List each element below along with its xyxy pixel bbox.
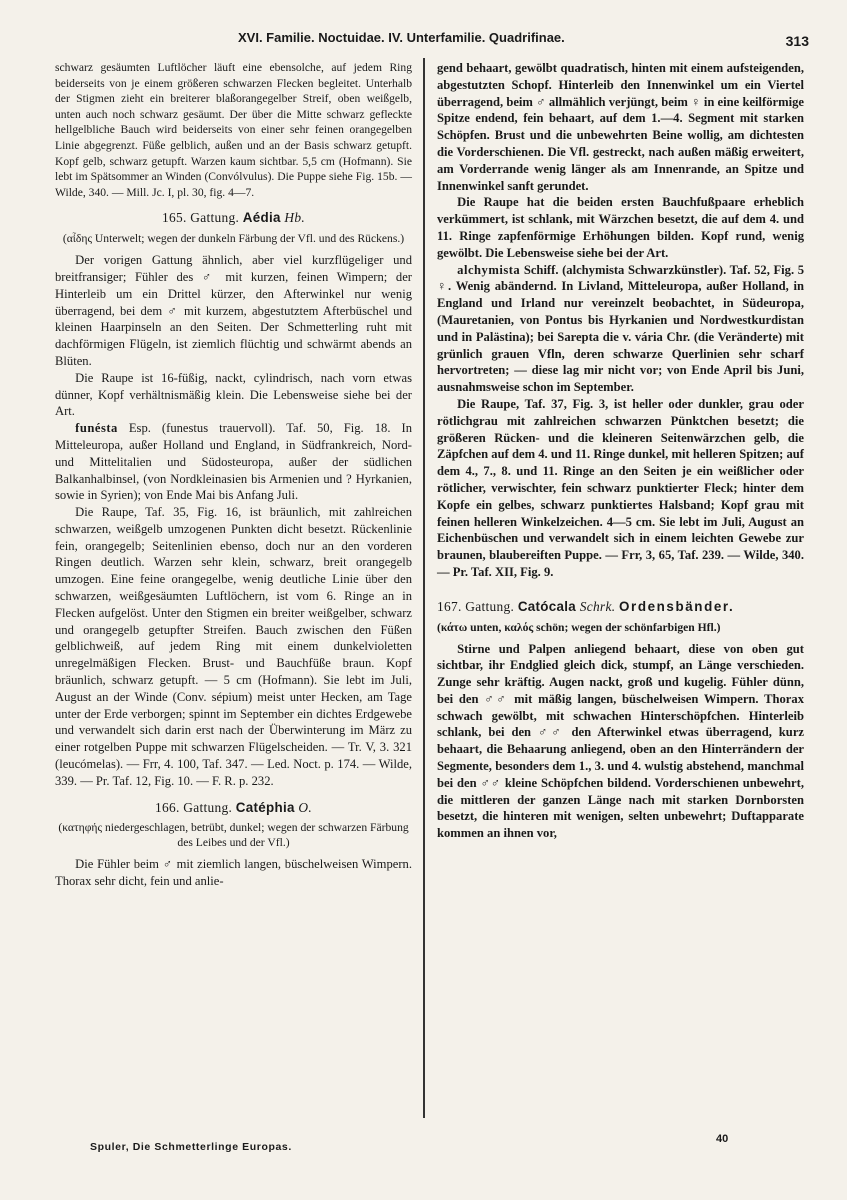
genus-common-name: Ordensbänder. [619, 598, 735, 614]
running-head: XVI. Familie. Noctuidae. IV. Unterfamilie. Quadrifinae. [238, 30, 565, 45]
genus-name: Catócala [517, 598, 577, 614]
left-column [55, 60, 412, 890]
genus-heading-166 [55, 800, 412, 817]
signature-mark: 40 [716, 1133, 729, 1145]
genus-author: Schrk. [579, 598, 616, 614]
genus-heading-165 [55, 210, 412, 227]
paragraph: Die Raupe, Taf. 35, Fig. 16, ist bräunlich, mit zahlreichen schwarzen, weißgelb umzogenen Punkten dicht besetzt. Rückenlinie fein, orangegelb; Seitenlinien ebenso, doch nur an den vorderen Ringen deutlich. Warzen sehr klein, schwarz, breit orangegelb umzogen. Eine feine orangegelbe, wenig deutliche Linie über den schwarzen, weißgesäumten Luftlöchern, ist vom 6. Ringe an in Flecken aufgelöst. Unter den Stigmen ein breiter weißgelber, schwarz und orangegelb getupfter Streifen. Bauch zwischen den Füßen gelblichweiß, auf jedem Ring mit einem dunkelvioletten unregelmäßigen Flecken. Brust- und Bauchfüße braun. Kopf bräunlich, schwarz getupft. — 5 cm (Hofmann). Sie lebt im Juli, August an der Winde (Conv. sépium) meist unter Hecken, am Tage unter der Erde verborgen; spinnt im September ein dichtes Erdgewebe und verwandelt sich darin erst nach der Überwinterung im März zu einer rotgelben Puppe mit schwarzen Flügelscheiden. — Tr. V, 3. 321 (leucómelas). — Frr, 4. 100, Taf. 347. — Led. Noct. p. 174. — Wilde, 339. — Pr. Taf. 12, Fig. 10. — F. R. p. 232. [55, 505, 412, 788]
paragraph: Die Raupe hat die beiden ersten Bauchfußpaare erheblich verkümmert, ist schlank, mit Wärzchen besetzt, die auf dem 4. und 11. Ringe zapfenförmige Erhöhungen bilden. Kopf rund, wenig gewölbt. Die Lebensweise siehe bei der Art. [437, 195, 804, 260]
page-header [0, 30, 847, 50]
genus-etymology: (αἶδης Unterwelt; wegen der dunkeln Färbung der Vfl. und des Rückens.) [62, 232, 405, 246]
genus-author: Hb. [284, 210, 306, 226]
genus-number: 167. Gattung. [437, 598, 515, 614]
paragraph: Der vorigen Gattung ähnlich, aber viel kurzflügeliger und breitfransiger; Fühler des ♂ mit kurzen, feinen Wimpern; der Hinterleib um ein Drittel kürzer, den Afterwinkel nur wenig überragend, bei dem ♂ mit kurzem, abgestutztem Afterbüschel und kleinen Haarpinseln an den Seiten. Der Schmetterling ruht mit dachförmigen Flügeln, ist ziemlich flüchtig und schwärmt abends an Blüten. [55, 253, 412, 368]
genus-heading-167 [437, 599, 804, 616]
genus-number: 165. Gattung. [161, 210, 240, 226]
species-text: Schiff. (alchymista Schwarzkünstler). Taf. 52, Fig. 5 ♀. Wenig abändernd. In Livland, Mitteleuropa, außer Holland, in England und Irland nur vereinzelt beobachtet, in Südeuropa, (Mauretanien, von Pontus bis Hyrkanien und Nordwestkurdistan und in Palästina); bei Sarepta die v. vária Chr. (die Veränderte) mit grünlich grauen Vfln, deren schwarze Querlinien sehr scharf hervortreten; — diese lag mir nicht vor; von Ende April bis Juni, ausnahmsweise schon im September. [437, 262, 804, 395]
species-text: Esp. (funestus trauervoll). Taf. 50, Fig. 18. In Mitteleuropa, außer Holland und England, in Südfrankreich, Nord- und Mittelitalien und Südosteuropa, außer der südlichen Balkanhalbinsel, (von Nordkleinasien bis Armenien und ? Hyrkanien, sowie in Syrien); von Ende Mai bis Anfang Juli. [55, 421, 412, 503]
species-name: funésta [75, 421, 118, 436]
species-entry-alchymista [437, 262, 804, 396]
genus-name: Catéphia [235, 799, 295, 815]
paragraph: Stirne und Palpen anliegend behaart, diese von oben gut sichtbar, ihr Endglied gleich dick, stumpf, an Länge verschieden. Zunge sehr kräftig. Augen nackt, groß und kugelig. Fühler dünn, bei den ♂♂ mit mäßig langen, büschelweisen Wimpern. Thorax schwach gewölbt, mit schwachen Hinterschöpfchen. Hinterleib schlank, bei den ♂♂ den Afterwinkel etwas überragend, kurz behaart, die Behaarung anliegend, oben an den Hinterrändern der Segmente, besonders dem 1., 3. und 4. wulstig abstehend, manchmal bei den ♂♂ kleine Schöpfchen bildend. Vorderschienen unbewehrt, die mittleren der ganzen Länge nach mit starken Dornborsten besetzt, die hinteren mit wenigen, selten unbewehrt; Duftapparate kommen an ihnen vor, [437, 641, 804, 841]
paragraph: gend behaart, gewölbt quadratisch, hinten mit einem aufsteigenden, abgestutzten Schopf. Hinterleib den Innenwinkel um ein Viertel überragend, beim ♂ allmählich verjüngt, beim ♀ in eine keilförmige Spitze endend, fein behaart, auf dem 1.—4. Segment mit starken Schöpfen. Brust und die unbewehrten Beine wollig, am dichtesten die Vorderschienen. Die Vfl. gestreckt, nach außen mäßig erweitert, am Vorderrande wenig länger als am Innenrande, an Spitze und Innenwinkel sanft gerundet. [437, 61, 804, 193]
column-divider [423, 58, 425, 1118]
page-footer: Spuler, Die Schmetterlinge Europas. [90, 1141, 292, 1153]
species-entry-funesta [55, 420, 412, 504]
genus-etymology: (κάτω unten, καλός schön; wegen der schönfarbigen Hfl.) [437, 620, 721, 634]
genus-etymology: (κατηφής niedergeschlagen, betrübt, dunkel; wegen der schwarzen Färbung des Leibes und der Vfl.) [58, 821, 409, 850]
paragraph: Die Raupe, Taf. 37, Fig. 3, ist heller oder dunkler, grau oder rötlichgrau mit zahlreichen schwarzen Pünktchen besetzt; die größeren Rücken- und die kleineren Seitenwärzchen gelb, die Zäpfchen auf dem 4. und 11. Ringe dunkel, mit helleren Spitzen; auf dem 4., 7., 8. und 11. Ringe an den Seiten je ein weißlicher oder rötlicher, verwischter, fein schwarz punktierter Fleck; hinter dem Kopfe ein gelbes, schwarz punktiertes Halsband; Kopf grau mit feinen helleren Winkelzeichen. 4—5 cm. Sie lebt im Juli, August an Eichenbüschen und verwandelt sich in einem leichten Gewebe zur braunen, blaubereiften Puppe. — Frr, 3, 65, Taf. 239. — Wilde, 340. — Pr. Taf. XII, Fig. 9. [437, 396, 804, 579]
paragraph: schwarz gesäumten Luftlöcher läuft eine ebensolche, auf jedem Ring beiderseits von je einem größeren schwarzen Flecken begleitet. Unterhalb der Stigmen zieht ein breiterer blaßorangegelber Streif, oben weißgelb, unten auch noch schwarz gesäumt. Der über die Mitte schwarz gefleckte hellgelbliche Bauch wird beiderseits von einer sehr feinen orangegelben Linie abgegrenzt. Füße gelblich, außen und an der Basis schwarz getupft. Kopf gelb, schwarz getupft. Warzen kaum sichtbar. 5,5 cm (Hofmann). Sie lebt im Spätsommer an Winden (Convólvulus). Die Puppe siehe Fig. 15b. — Wilde, 340. — Mill. Jc. I, pl. 30, fig. 4—7. [55, 61, 412, 199]
genus-number: 166. Gattung. [154, 799, 233, 815]
paragraph: Die Fühler beim ♂ mit ziemlich langen, büschelweisen Wimpern. Thorax sehr dicht, fein und anlie- [55, 857, 412, 889]
genus-author: O. [298, 799, 313, 815]
species-name: alchymista [457, 262, 521, 277]
right-column [437, 60, 804, 842]
paragraph: Die Raupe ist 16-füßig, nackt, cylindrisch, nach vorn etwas dünner, Kopf verhältnismäßig klein. Die Lebensweise siehe bei der Art. [55, 370, 412, 419]
page-number: 313 [785, 33, 809, 49]
genus-name: Aédia [242, 210, 281, 226]
